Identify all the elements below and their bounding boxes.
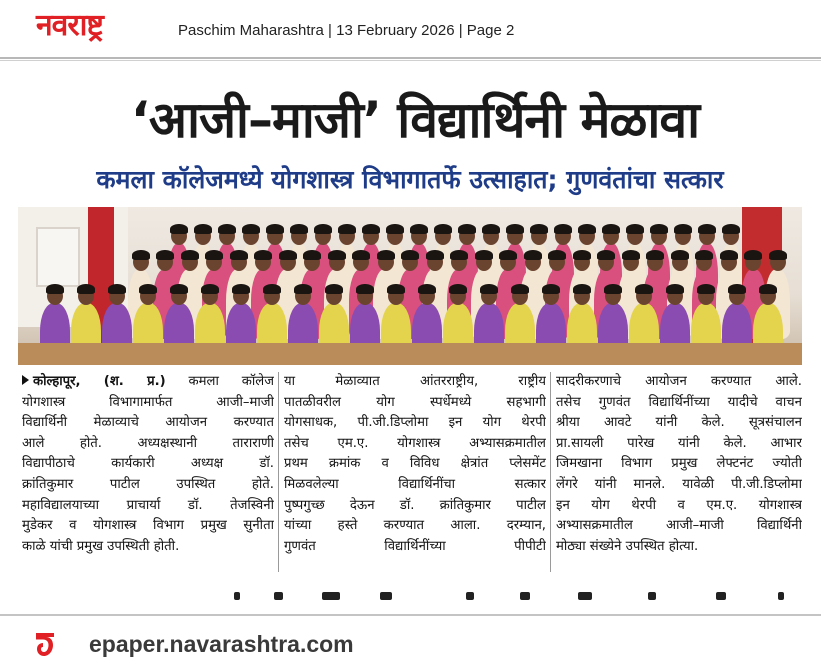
- next-article-cut-off: [230, 592, 790, 606]
- article-line: काळे यांची प्रमुख उपस्थिती होती.: [22, 538, 180, 554]
- article-line: जिमखाना विभाग प्रमुख लेफ्टनंट ज्योती: [556, 456, 802, 472]
- newspaper-logo[interactable]: नवराष्ट्र: [36, 8, 103, 43]
- article-dateline: कोल्हापूर, (श. प्र.): [33, 374, 166, 389]
- article-line: [22, 372, 274, 393]
- edition-date-page: Paschim Maharashtra | 13 February 2026 | Page 2: [178, 22, 515, 39]
- article-line: मुडेकर व योगशास्त्र विभाग प्रमुख सुनीता: [22, 518, 274, 534]
- epaper-url-link[interactable]: epaper.navarashtra.com: [89, 631, 354, 657]
- article-line: अभ्यासक्रमातील आजी–माजी विद्यार्थिनी: [556, 518, 802, 534]
- article-headline: ‘आजी–माजी’ विद्यार्थिनी मेळावा: [130, 91, 700, 149]
- article-subheadline: कमला कॉलेजमध्ये योगशास्त्र विभागातर्फे उत्साहात; गुणवंतांचा सत्कार: [96, 165, 724, 194]
- article-line: प्रा.सायली पारेख यांनी केले. आभार: [556, 435, 802, 451]
- article-line: पुष्पगुच्छ देऊन डॉ. क्रांतिकुमार पाटील: [284, 497, 546, 513]
- photo-window: [36, 227, 80, 287]
- dateline-arrow-icon: [22, 375, 29, 385]
- article-line: विद्यापीठाचे कार्यकारी अध्यक्ष डॉ.: [22, 456, 274, 472]
- article-line: योगसाधक, पी.जी.डिप्लोमा इन योग थेरपी: [284, 415, 546, 431]
- article-line: पातळीवरील योग स्पर्धेमध्ये सहभागी: [284, 394, 546, 410]
- article-column-2: [284, 372, 546, 557]
- article-line: मिळवलेल्या विद्यार्थिनींचा सत्कार: [284, 476, 546, 492]
- article-line: प्रथम क्रमांक व विविध क्षेत्रांत प्लेसमेंट: [284, 456, 546, 472]
- article-line: लेंगरे यांनी मानले. यावेळी पी.जी.डिप्लोमा: [556, 476, 802, 492]
- column-text: कमला कॉलेज: [188, 374, 274, 389]
- group-photo: [18, 207, 802, 365]
- article-column-3: [556, 372, 802, 557]
- photo-stage-table: [18, 343, 802, 365]
- article-line: क्रांतिकुमार पाटील उपस्थित होते.: [22, 476, 274, 492]
- header-divider: [0, 57, 821, 61]
- article-line: योगशास्त्र विभागामार्फत आजी–माजी: [22, 394, 274, 410]
- column-divider: [550, 372, 551, 572]
- article-line: मोठ्या संख्येने उपस्थित होत्या.: [556, 538, 699, 554]
- masthead-bar: [0, 0, 821, 52]
- article-line: विद्यार्थिनी मेळाव्याचे आयोजन करण्यात: [22, 415, 274, 431]
- column-divider: [278, 372, 279, 572]
- article-line: सादरीकरणाचे आयोजन करण्यात आले.: [556, 374, 802, 389]
- article-line: इन योग थेरपी व एम.ए. योगशास्त्र: [556, 497, 802, 513]
- article-column-1: [22, 372, 274, 557]
- article-line: श्रीया आवटे यांनी केले. सूत्रसंचालन: [556, 415, 802, 431]
- article-line: या मेळाव्यात आंतरराष्ट्रीय, राष्ट्रीय: [284, 374, 546, 389]
- article-line: आले होते. अध्यक्षस्थानी ताराराणी: [22, 435, 274, 451]
- article-line: यांच्या हस्ते करण्यात आला. दरम्यान,: [284, 518, 546, 534]
- article-line: महाविद्यालयाच्या प्राचार्या डॉ. तेजस्विनी: [22, 497, 274, 513]
- article-line: तसेच एम.ए. योगशास्त्र अभ्यासक्रमातील: [284, 435, 546, 451]
- article-line: गुणवंत विद्यार्थिनींच्या पीपीटी: [284, 538, 546, 554]
- navarashtra-logo-icon[interactable]: [33, 629, 57, 659]
- article-line: तसेच गुणवंत विद्यार्थिनींच्या यादीचे वाचन: [556, 394, 802, 410]
